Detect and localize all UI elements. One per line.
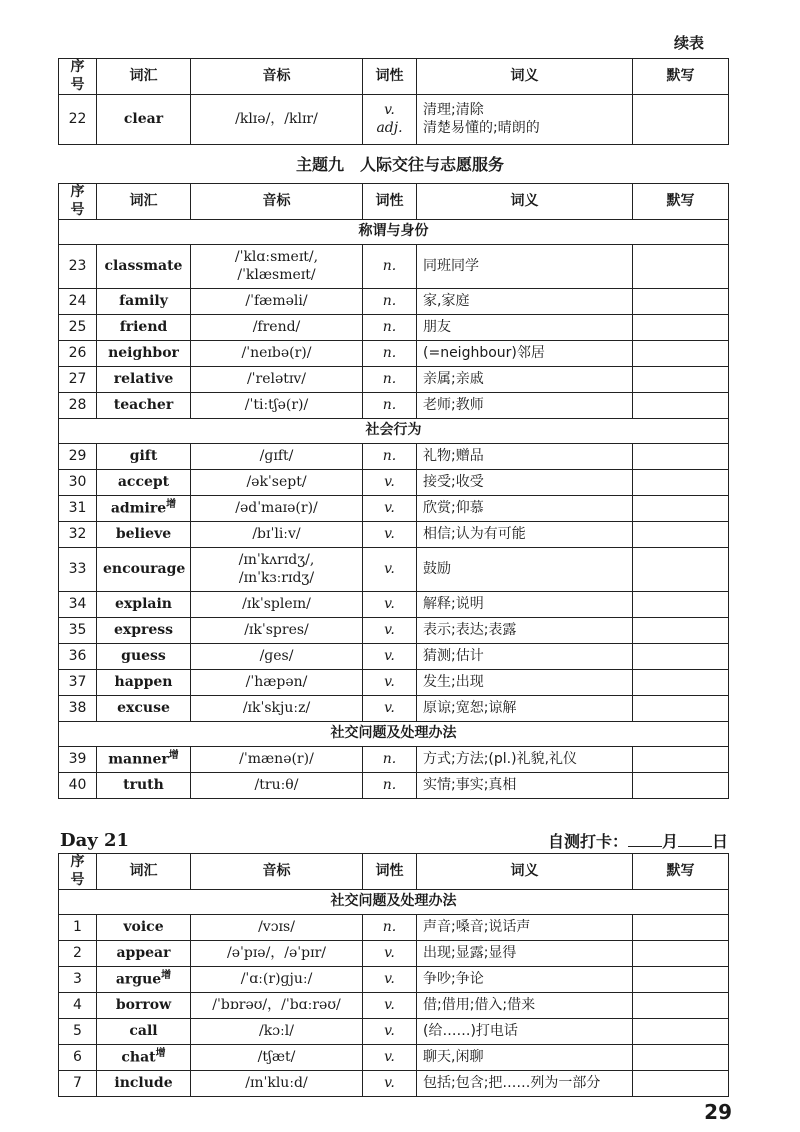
row-meaning: 家,家庭 <box>417 289 633 315</box>
row-word <box>97 289 191 315</box>
row-no: 27 <box>59 367 97 393</box>
row-no: 40 <box>59 773 97 799</box>
table-row <box>59 367 729 393</box>
row-pos: v. <box>363 967 417 993</box>
row-phonetic: /əˈpɪə/，/əˈpɪr/ <box>191 941 363 967</box>
row-phonetic: /tʃæt/ <box>191 1045 363 1071</box>
row-word <box>97 393 191 419</box>
day-blank[interactable] <box>678 832 712 847</box>
row-meaning: 鼓励 <box>417 548 633 592</box>
row-word <box>97 1019 191 1045</box>
row-pos: v. <box>363 993 417 1019</box>
checkin-month: 月 <box>662 832 679 851</box>
row-word <box>97 670 191 696</box>
row-meaning: 表示;表达;表露 <box>417 618 633 644</box>
row-pos: v. <box>363 1045 417 1071</box>
dictation-cell[interactable] <box>633 915 729 941</box>
dictation-cell[interactable] <box>633 245 729 289</box>
row-pos: v. <box>363 644 417 670</box>
row-meaning: 争吵;争论 <box>417 967 633 993</box>
row-phonetic: /ɪnˈkluːd/ <box>191 1071 363 1097</box>
row-word <box>97 967 191 993</box>
row-meaning: 欣赏;仰慕 <box>417 496 633 522</box>
row-no: 32 <box>59 522 97 548</box>
row-pos: v. <box>363 522 417 548</box>
table-row <box>59 341 729 367</box>
word-text: encourage <box>103 560 186 577</box>
word-text: relative <box>113 370 174 387</box>
word-text: explain <box>115 595 172 612</box>
row-meaning: 礼物;赠品 <box>417 444 633 470</box>
vocab-table-day21 <box>58 853 729 1097</box>
row-no: 3 <box>59 967 97 993</box>
row-pos-1: v. <box>384 102 395 118</box>
table-body <box>59 220 729 799</box>
dictation-cell[interactable] <box>633 941 729 967</box>
word-text: guess <box>121 647 166 664</box>
row-word <box>97 470 191 496</box>
table-header-row <box>59 59 729 95</box>
table-row <box>59 618 729 644</box>
table-row <box>59 773 729 799</box>
table-row <box>59 967 729 993</box>
row-no: 7 <box>59 1071 97 1097</box>
table-row <box>59 1045 729 1071</box>
row-word <box>97 1071 191 1097</box>
added-mark: 增 <box>166 498 177 510</box>
row-phonetic: /frend/ <box>191 315 363 341</box>
word-text: teacher <box>113 396 174 413</box>
row-pos: n. <box>363 315 417 341</box>
table-row <box>59 1071 729 1097</box>
word-text: manner <box>108 751 169 768</box>
table-row <box>59 95 729 145</box>
row-meaning: 老师;教师 <box>417 393 633 419</box>
table-row <box>59 522 729 548</box>
row-meaning: 声音;嗓音;说话声 <box>417 915 633 941</box>
added-mark: 增 <box>161 969 172 981</box>
row-phonetic: /ˈbɒrəʊ/，/ˈbɑːrəʊ/ <box>191 993 363 1019</box>
word-text: family <box>119 292 168 309</box>
row-word <box>97 915 191 941</box>
row-pos: v. <box>363 592 417 618</box>
row-word <box>97 993 191 1019</box>
row-word <box>97 618 191 644</box>
word-text: include <box>114 1074 173 1091</box>
row-pos: v. <box>363 1019 417 1045</box>
row-word <box>97 245 191 289</box>
checkin-label: 自测打卡： <box>548 832 629 851</box>
row-phonetic: /ˈhæpən/ <box>191 670 363 696</box>
row-word <box>97 696 191 722</box>
row-no: 1 <box>59 915 97 941</box>
word-text: neighbor <box>108 344 179 361</box>
dictation-cell[interactable] <box>633 1019 729 1045</box>
row-meaning: 原谅;宽恕;谅解 <box>417 696 633 722</box>
row-phonetic: /bɪˈliːv/ <box>191 522 363 548</box>
row-phonetic <box>191 245 363 289</box>
row-no: 28 <box>59 393 97 419</box>
header-meaning: 词义 <box>417 184 633 220</box>
header-phonetic: 音标 <box>191 184 363 220</box>
row-pos: n. <box>363 773 417 799</box>
row-meaning: 同班同学 <box>417 245 633 289</box>
word-text: gift <box>129 447 158 464</box>
row-pos: n. <box>363 444 417 470</box>
row-word <box>97 941 191 967</box>
row-meaning: 方式;方法;(pl.)礼貌,礼仪 <box>417 747 633 773</box>
section-title: 社会行为 <box>59 419 729 444</box>
row-no: 33 <box>59 548 97 592</box>
checkin <box>548 829 728 852</box>
row-pos: n. <box>363 245 417 289</box>
header-word: 词汇 <box>97 184 191 220</box>
row-meaning <box>417 95 633 145</box>
dictation-cell[interactable] <box>633 470 729 496</box>
row-meaning: (给……)打电话 <box>417 1019 633 1045</box>
row-pos: v. <box>363 1071 417 1097</box>
row-no: 2 <box>59 941 97 967</box>
header-no: 序号 <box>59 59 97 95</box>
row-pos-2: adj. <box>376 119 403 136</box>
row-phonetic: /ˈrelətɪv/ <box>191 367 363 393</box>
table-body <box>59 890 729 1097</box>
row-pos: n. <box>363 289 417 315</box>
row-no: 39 <box>59 747 97 773</box>
row-word <box>97 341 191 367</box>
row-no: 31 <box>59 496 97 522</box>
header-meaning: 词义 <box>417 59 633 95</box>
dictation-cell[interactable] <box>633 95 729 145</box>
header-dictation: 默写 <box>633 59 729 95</box>
word-text: argue <box>115 971 162 988</box>
vocab-table-continued <box>58 58 729 145</box>
section-title: 社交问题及处理办法 <box>59 890 729 915</box>
row-phonetic: /ɡes/ <box>191 644 363 670</box>
phonetic-line: /ɪnˈkʌrɪdʒ/, <box>238 552 315 568</box>
month-blank[interactable] <box>628 832 662 847</box>
row-phonetic: /vɔɪs/ <box>191 915 363 941</box>
row-phonetic: /ˈtiːtʃə(r)/ <box>191 393 363 419</box>
row-no: 29 <box>59 444 97 470</box>
table-row <box>59 496 729 522</box>
table-row <box>59 993 729 1019</box>
row-meaning: 猜测;估计 <box>417 644 633 670</box>
word-text: chat <box>121 1049 156 1066</box>
header-phonetic: 音标 <box>191 59 363 95</box>
word-text: classmate <box>104 257 183 274</box>
row-pos: v. <box>363 618 417 644</box>
dictation-cell[interactable] <box>633 993 729 1019</box>
page-number: 29 <box>704 1100 732 1124</box>
table-row <box>59 592 729 618</box>
row-phonetic: /ɡɪft/ <box>191 444 363 470</box>
row-meaning: 出现;显露;显得 <box>417 941 633 967</box>
row-no: 26 <box>59 341 97 367</box>
header-pos: 词性 <box>363 854 417 890</box>
word-text: truth <box>123 776 164 793</box>
added-mark: 增 <box>168 749 179 761</box>
row-phonetic: /ˈfæməli/ <box>191 289 363 315</box>
day-title: Day 21 <box>60 830 130 851</box>
row-no: 24 <box>59 289 97 315</box>
row-word <box>97 367 191 393</box>
checkin-day: 日 <box>712 832 729 851</box>
row-meaning: 实情;事实;真相 <box>417 773 633 799</box>
table-header-row <box>59 854 729 890</box>
dictation-cell[interactable] <box>633 696 729 722</box>
table-row <box>59 941 729 967</box>
vocab-table-theme9 <box>58 183 729 799</box>
row-no: 23 <box>59 245 97 289</box>
dictation-cell[interactable] <box>633 341 729 367</box>
dictation-cell[interactable] <box>633 1071 729 1097</box>
row-pos: v. <box>363 496 417 522</box>
phonetic-line: /ˈklɑːsmeɪt/, <box>234 249 319 265</box>
row-meaning-2: 清楚易懂的;晴朗的 <box>423 119 540 136</box>
row-phonetic: /ədˈmaɪə(r)/ <box>191 496 363 522</box>
row-phonetic: /kɔːl/ <box>191 1019 363 1045</box>
added-mark: 增 <box>155 1047 166 1059</box>
phonetic-line: /ɪnˈkɜːrɪdʒ/ <box>238 569 315 586</box>
table-row <box>59 670 729 696</box>
header-dictation: 默写 <box>633 854 729 890</box>
word-text: believe <box>115 525 172 542</box>
dictation-cell[interactable] <box>633 548 729 592</box>
header-no: 序号 <box>59 184 97 220</box>
dictation-cell[interactable] <box>633 289 729 315</box>
row-meaning-1: 清理;清除 <box>423 102 484 118</box>
row-pos: v. <box>363 548 417 592</box>
section-title: 称谓与身份 <box>59 220 729 245</box>
row-no: 25 <box>59 315 97 341</box>
row-no: 35 <box>59 618 97 644</box>
dictation-cell[interactable] <box>633 618 729 644</box>
dictation-cell[interactable] <box>633 670 729 696</box>
row-meaning: 包括;包含;把……列为一部分 <box>417 1071 633 1097</box>
header-no: 序号 <box>59 854 97 890</box>
dictation-cell[interactable] <box>633 1045 729 1071</box>
table-row <box>59 915 729 941</box>
row-word <box>97 548 191 592</box>
dictation-cell[interactable] <box>633 967 729 993</box>
table-header-row <box>59 184 729 220</box>
row-pos <box>363 95 417 145</box>
row-word <box>97 496 191 522</box>
table-row <box>59 1019 729 1045</box>
row-pos: n. <box>363 367 417 393</box>
dictation-cell[interactable] <box>633 747 729 773</box>
table-row <box>59 289 729 315</box>
row-meaning: 解释;说明 <box>417 592 633 618</box>
word-text: express <box>113 621 174 638</box>
word-text: call <box>129 1022 158 1039</box>
row-no: 38 <box>59 696 97 722</box>
row-pos: n. <box>363 341 417 367</box>
header-dictation: 默写 <box>633 184 729 220</box>
word-text: accept <box>117 473 170 490</box>
row-no: 36 <box>59 644 97 670</box>
continued-label: 续表 <box>673 34 704 52</box>
table-row <box>59 470 729 496</box>
dictation-cell[interactable] <box>633 496 729 522</box>
row-meaning: 亲属;亲戚 <box>417 367 633 393</box>
dictation-cell[interactable] <box>633 592 729 618</box>
row-meaning: 聊天,闲聊 <box>417 1045 633 1071</box>
row-phonetic: /ɪkˈspres/ <box>191 618 363 644</box>
table-row <box>59 393 729 419</box>
row-word <box>97 315 191 341</box>
header-phonetic: 音标 <box>191 854 363 890</box>
row-word <box>97 747 191 773</box>
row-meaning: 接受;收受 <box>417 470 633 496</box>
table-row <box>59 245 729 289</box>
row-word <box>97 1045 191 1071</box>
word-text: borrow <box>115 996 172 1013</box>
dictation-cell[interactable] <box>633 393 729 419</box>
section-title: 社交问题及处理办法 <box>59 722 729 747</box>
row-phonetic: /ˈɑː(r)ɡjuː/ <box>191 967 363 993</box>
row-no: 6 <box>59 1045 97 1071</box>
row-phonetic: /truːθ/ <box>191 773 363 799</box>
row-pos: v. <box>363 470 417 496</box>
phonetic-line: /ˈklæsmeɪt/ <box>237 266 316 283</box>
row-no: 4 <box>59 993 97 1019</box>
header-meaning: 词义 <box>417 854 633 890</box>
row-pos: v. <box>363 696 417 722</box>
row-pos: v. <box>363 941 417 967</box>
dictation-cell[interactable] <box>633 644 729 670</box>
dictation-cell[interactable] <box>633 444 729 470</box>
row-phonetic: /ɪkˈspleɪn/ <box>191 592 363 618</box>
row-no: 22 <box>59 95 97 145</box>
row-meaning: (=neighbour)邻居 <box>417 341 633 367</box>
row-word <box>97 522 191 548</box>
row-phonetic: /ɪkˈskjuːz/ <box>191 696 363 722</box>
row-meaning: 借;借用;借入;借来 <box>417 993 633 1019</box>
word-text: appear <box>116 944 171 961</box>
row-meaning: 相信;认为有可能 <box>417 522 633 548</box>
row-no: 5 <box>59 1019 97 1045</box>
theme-title: 主题九 人际交往与志愿服务 <box>295 155 504 174</box>
row-no: 30 <box>59 470 97 496</box>
row-meaning: 发生;出现 <box>417 670 633 696</box>
row-phonetic: /klɪə/，/klɪr/ <box>191 95 363 145</box>
table-row <box>59 444 729 470</box>
section-row <box>59 220 729 245</box>
section-row <box>59 419 729 444</box>
table-row <box>59 315 729 341</box>
row-meaning: 朋友 <box>417 315 633 341</box>
table-row <box>59 696 729 722</box>
row-word <box>97 592 191 618</box>
word-text: happen <box>114 673 173 690</box>
table-row <box>59 548 729 592</box>
row-phonetic: /ˈneɪbə(r)/ <box>191 341 363 367</box>
header-pos: 词性 <box>363 184 417 220</box>
row-no: 34 <box>59 592 97 618</box>
dictation-cell[interactable] <box>633 315 729 341</box>
row-phonetic <box>191 548 363 592</box>
dictation-cell[interactable] <box>633 522 729 548</box>
table-row <box>59 747 729 773</box>
section-row <box>59 890 729 915</box>
section-row <box>59 722 729 747</box>
header-pos: 词性 <box>363 59 417 95</box>
row-phonetic: /əkˈsept/ <box>191 470 363 496</box>
word-text: excuse <box>117 699 170 716</box>
row-pos: v. <box>363 670 417 696</box>
dictation-cell[interactable] <box>633 773 729 799</box>
header-word: 词汇 <box>97 854 191 890</box>
dictation-cell[interactable] <box>633 367 729 393</box>
row-no: 37 <box>59 670 97 696</box>
row-pos: n. <box>363 393 417 419</box>
header-word: 词汇 <box>97 59 191 95</box>
row-word <box>97 444 191 470</box>
word-text: admire <box>110 500 167 517</box>
word-text: friend <box>119 318 168 335</box>
row-word: clear <box>97 95 191 145</box>
table-row <box>59 644 729 670</box>
row-word <box>97 773 191 799</box>
row-word <box>97 644 191 670</box>
word-text: voice <box>123 918 164 935</box>
row-pos: n. <box>363 915 417 941</box>
row-phonetic: /ˈmænə(r)/ <box>191 747 363 773</box>
row-pos: n. <box>363 747 417 773</box>
